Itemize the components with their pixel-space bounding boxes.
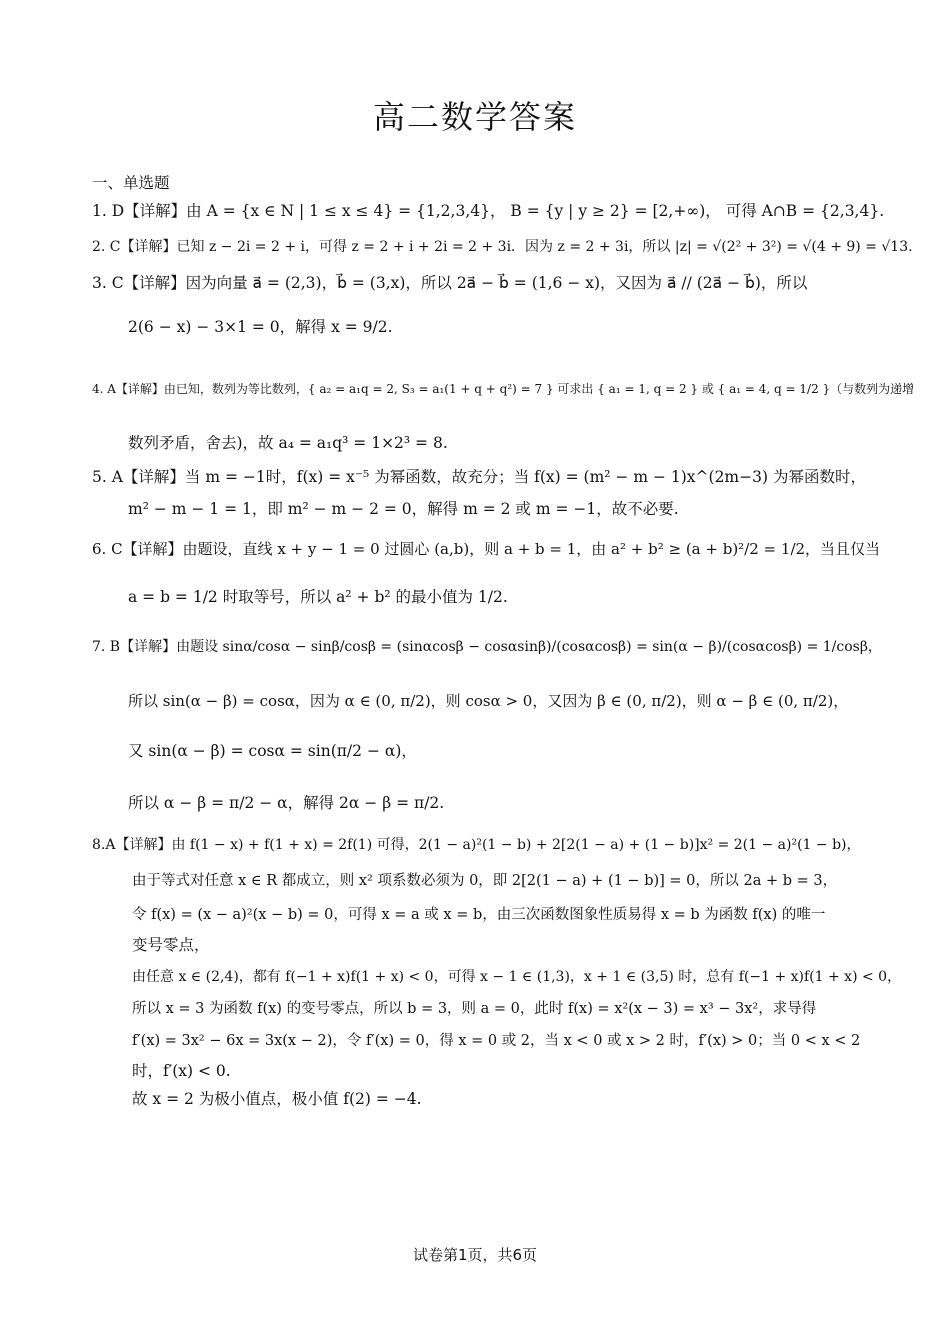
page-footer: 试卷第1页，共6页 (412, 1246, 538, 1264)
answer-7: 7. B【详解】由题设 sinα/cosα − sinβ/cosβ = (sinαcosβ − cosαsinβ)/(cosαcosβ) = sin(α − β)/(cosαcosβ) = 1/cosβ， (92, 639, 882, 655)
answer-8-cont-1: 由于等式对任意 x ∈ R 都成立，则 x² 项系数必须为 0，即 2[2(1 − a) + (1 − b)] = 0，所以 2a + b = 3， (132, 873, 838, 889)
answer-1: 1. D【详解】由 A = {x ∈ N | 1 ≤ x ≤ 4} = {1,2,3,4}， B = {y | y ≥ 2} = [2,+∞)， 可得 A∩B = {2,3,4}. (92, 202, 885, 220)
answer-8-cont-2: 令 f(x) = (x − a)²(x − b) = 0，可得 x = a 或 x = b，由三次函数图象性质易得 x = b 为函数 f(x) 的唯一 (132, 907, 826, 923)
answer-8-cont-6: f′(x) = 3x² − 6x = 3x(x − 2)，令 f′(x) = 0，得 x = 0 或 2，当 x < 0 或 x > 2 时，f′(x) > 0；当 0 < x < 2 (132, 1033, 861, 1049)
answer-7-cont-3: 所以 α − β = π/2 − α，解得 2α − β = π/2. (128, 794, 445, 812)
answer-8-cont-8: 故 x = 2 为极小值点，极小值 f(2) = −4. (132, 1090, 422, 1108)
answer-6: 6. C【详解】由题设，直线 x + y − 1 = 0 过圆心 (a,b)，则 a + b = 1，由 a² + b² ≥ (a + b)²/2 = 1/2，当且仅当 (92, 540, 881, 558)
page-title: 高二数学答案 (372, 98, 577, 136)
answer-7-cont-2: 又 sin(α − β) = cosα = sin(π/2 − α)， (128, 742, 417, 760)
answer-4: 4. A【详解】由已知，数列为等比数列，{ a₂ = a₁q = 2, S₃ = a₁(1 + q + q²) = 7 } 可求出 { a₁ = 1, q = 2 } 或 { a₁ = 4, q = 1/2 }（与数列为递增 (92, 382, 915, 396)
answer-8-cont-7: 时，f′(x) < 0. (132, 1062, 231, 1080)
answer-2: 2. C【详解】已知 z − 2i = 2 + i，可得 z = 2 + i + 2i = 2 + 3i．因为 z = 2 + 3i，所以 |z| = √(2² + 3²) = √(4 + 9) = √13. (92, 239, 913, 255)
answer-8-cont-3: 变号零点， (132, 936, 210, 954)
answer-5-cont: m² − m − 1 = 1，即 m² − m − 2 = 0，解得 m = 2 或 m = −1，故不必要. (128, 500, 679, 518)
section-heading: 一、单选题 (92, 174, 170, 192)
answer-5: 5. A【详解】当 m = −1时，f(x) = x⁻⁵ 为幂函数，故充分；当 f(x) = (m² − m − 1)x^(2m−3) 为幂函数时， (92, 468, 866, 486)
answer-4-cont: 数列矛盾，舍去)，故 a₄ = a₁q³ = 1×2³ = 8. (128, 434, 448, 452)
answer-3: 3. C【详解】因为向量 a⃗ = (2,3)，b⃗ = (3,x)，所以 2a⃗ − b⃗ = (1,6 − x)，又因为 a⃗ // (2a⃗ − b⃗)，所以 (92, 274, 808, 292)
answer-8-cont-5: 所以 x = 3 为函数 f(x) 的变号零点，所以 b = 3，则 a = 0，此时 f(x) = x²(x − 3) = x³ − 3x²，求导得 (132, 1001, 817, 1017)
answer-8-cont-4: 由任意 x ∈ (2,4)，都有 f(−1 + x)f(1 + x) < 0，可得 x − 1 ∈ (1,3)，x + 1 ∈ (3,5) 时，总有 f(−1 + x)f(1 + x) < 0， (132, 969, 902, 985)
answer-3-cont: 2(6 − x) − 3×1 = 0，解得 x = 9/2. (128, 318, 393, 336)
answer-8: 8.A【详解】由 f(1 − x) + f(1 + x) = 2f(1) 可得，2(1 − a)²(1 − b) + 2[2(1 − a) + (1 − b)]x² = 2(1 − a)²(1 − b)， (92, 837, 861, 853)
answer-7-cont-1: 所以 sin(α − β) = cosα，因为 α ∈ (0, π/2)，则 cosα > 0，又因为 β ∈ (0, π/2)，则 α − β ∈ (0, π/2)， (128, 692, 849, 710)
answer-6-cont: a = b = 1/2 时取等号，所以 a² + b² 的最小值为 1/2. (128, 588, 508, 606)
